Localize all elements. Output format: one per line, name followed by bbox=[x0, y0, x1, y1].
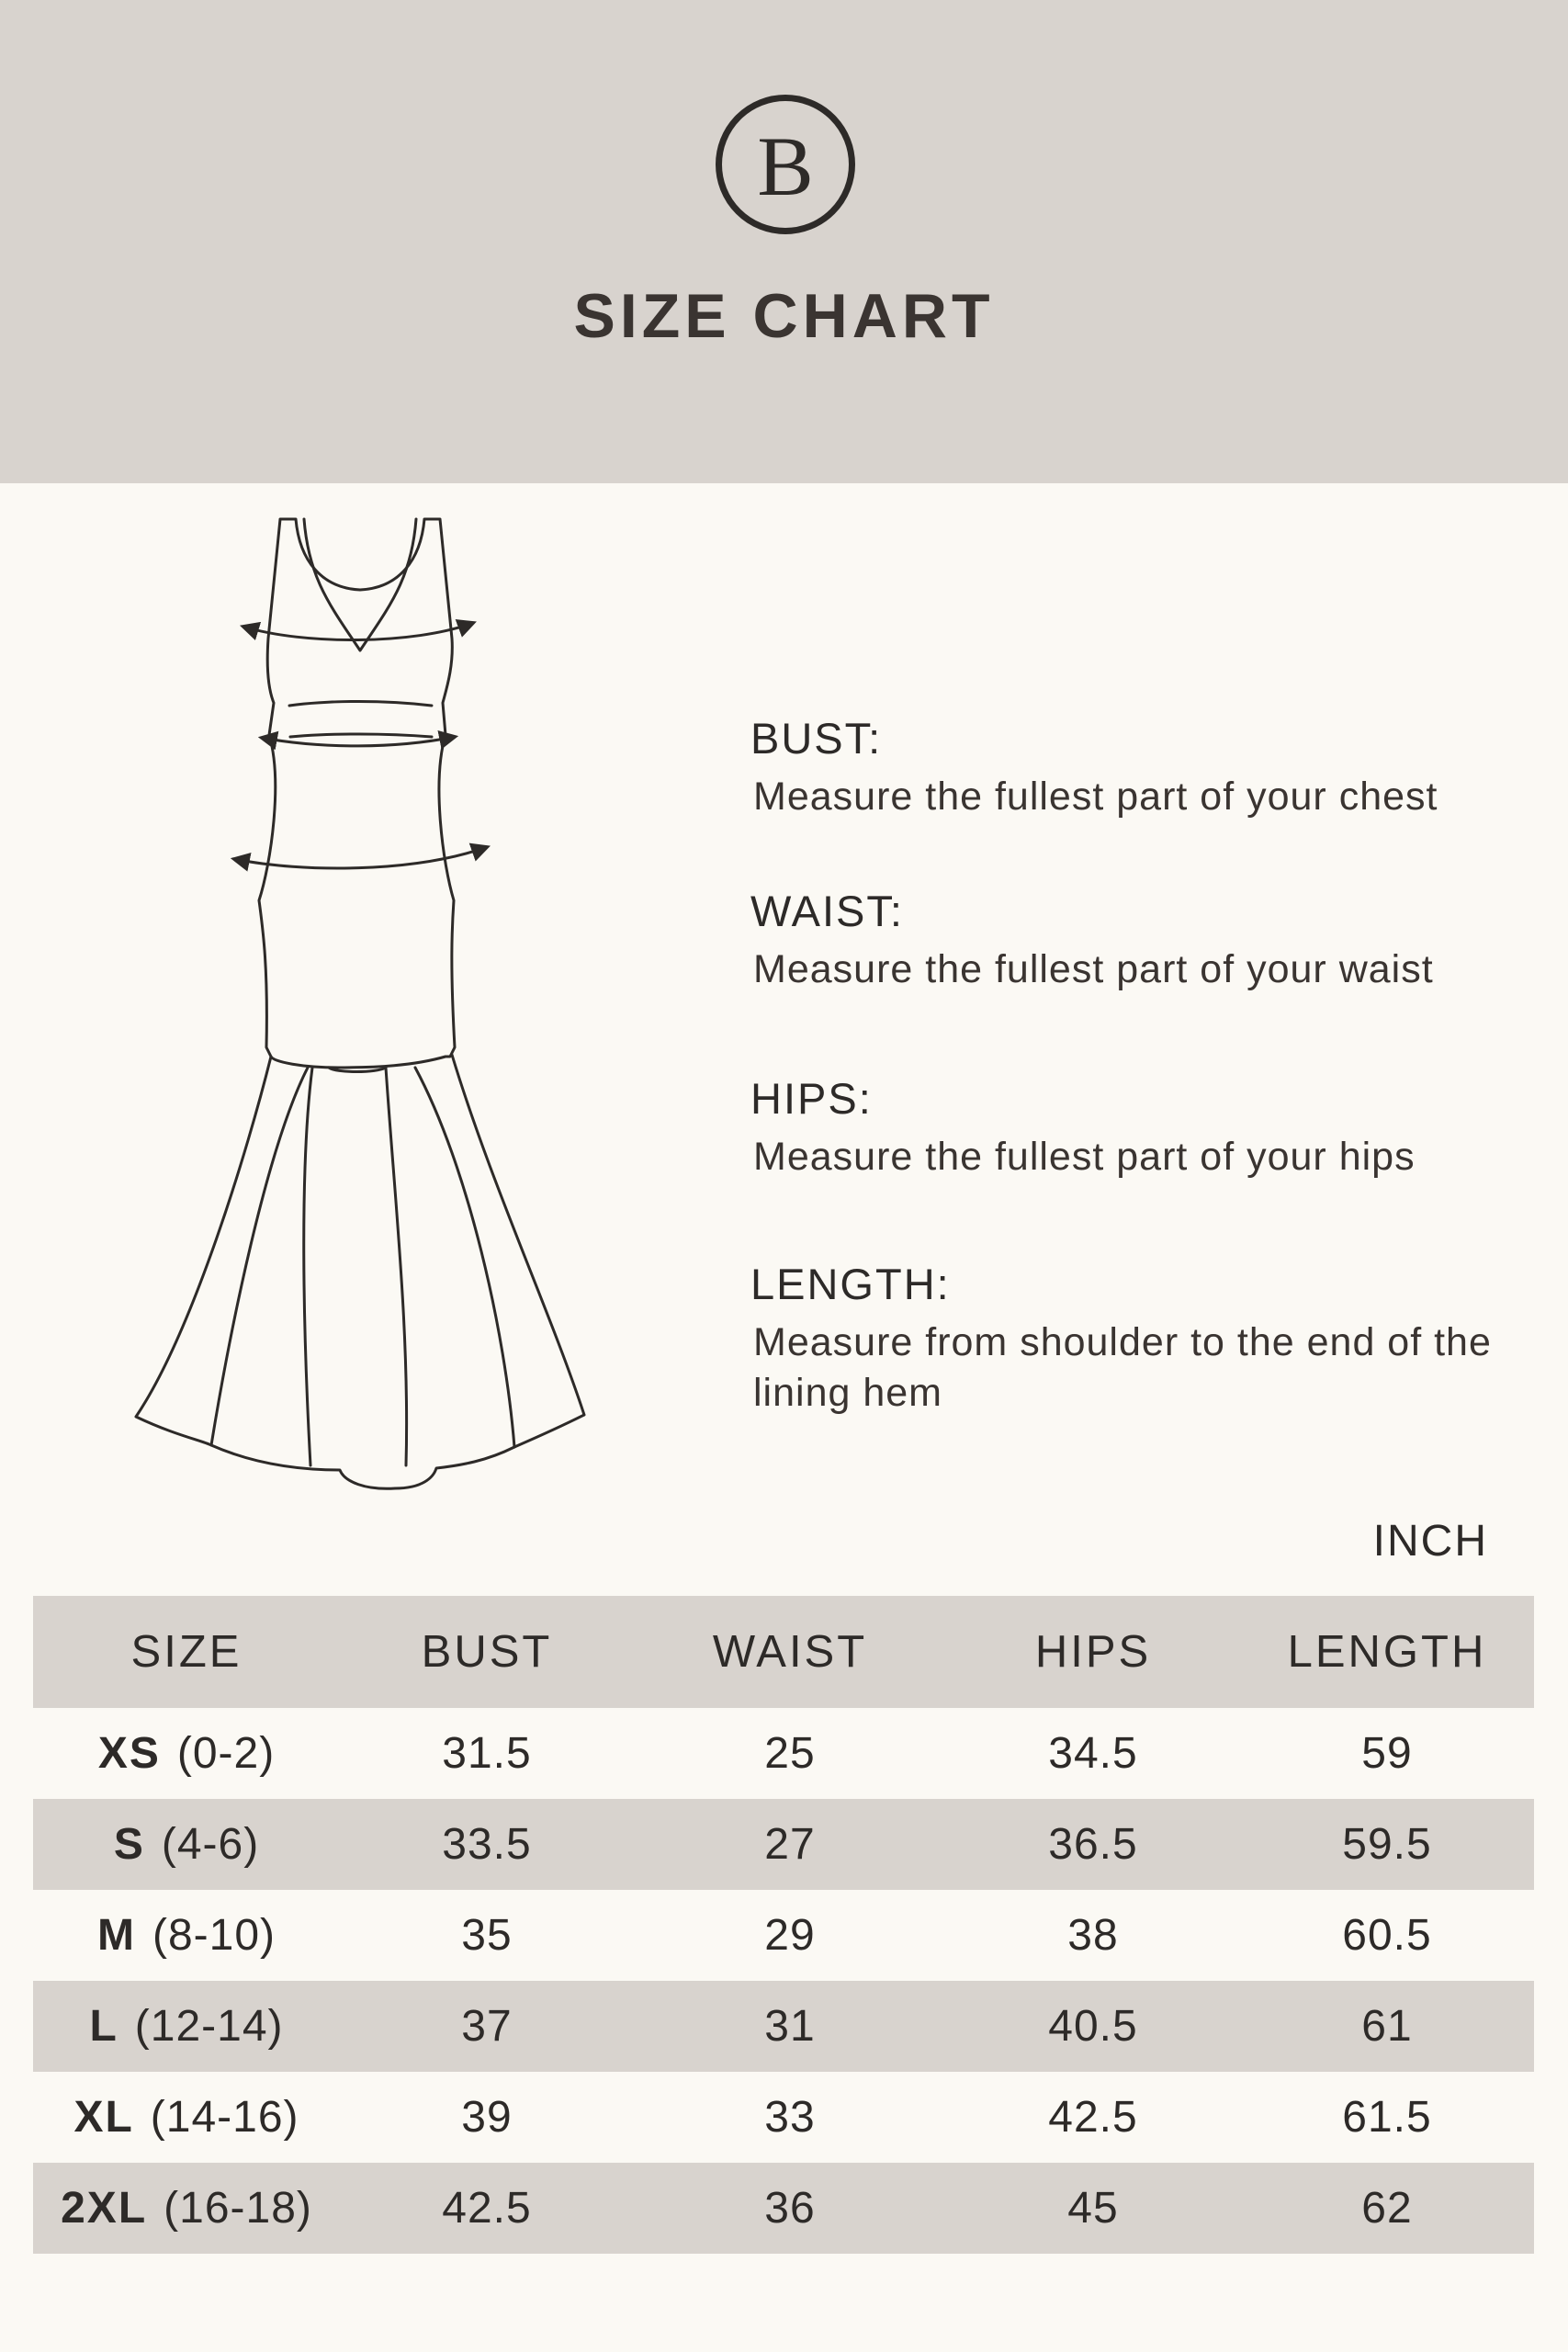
measure-waist bbox=[750, 888, 1540, 995]
size-range: (4-6) bbox=[161, 1820, 260, 1869]
bust-cell: 39 bbox=[461, 2093, 513, 2142]
header-bust: BUST bbox=[340, 1596, 634, 1708]
measure-hips-label: HIPS: bbox=[750, 1074, 873, 1123]
size-cell bbox=[33, 1708, 340, 1799]
header-size: SIZE bbox=[33, 1596, 340, 1708]
length-cell: 62 bbox=[1240, 2163, 1534, 2254]
size-code: M bbox=[96, 1911, 136, 1960]
dress-illustration bbox=[119, 505, 615, 1507]
waist-cell: 29 bbox=[764, 1911, 816, 1960]
measure-length bbox=[750, 1261, 1504, 1419]
page-title: SIZE CHART bbox=[573, 281, 995, 351]
table-header-row bbox=[33, 1596, 1534, 1708]
measure-bust bbox=[750, 715, 1540, 822]
hips-cell: 42.5 bbox=[1048, 2093, 1138, 2142]
table-row bbox=[33, 1799, 1534, 1890]
size-code: XL bbox=[73, 2093, 134, 2142]
hips-cell: 38 bbox=[1067, 1911, 1119, 1960]
table-row bbox=[33, 2163, 1534, 2254]
table-row bbox=[33, 1708, 1534, 1799]
size-cell bbox=[33, 2072, 340, 2163]
length-cell: 60.5 bbox=[1342, 1911, 1432, 1960]
length-cell: 61 bbox=[1240, 1981, 1534, 2072]
measure-bust-text: Measure the fullest part of your chest bbox=[753, 774, 1438, 819]
bust-cell: 42.5 bbox=[340, 2163, 634, 2254]
header-waist: WAIST bbox=[634, 1596, 946, 1708]
measure-length-label: LENGTH: bbox=[750, 1260, 951, 1308]
waist-cell: 36 bbox=[634, 2163, 946, 2254]
waist-cell: 25 bbox=[764, 1729, 816, 1778]
bust-cell: 35 bbox=[461, 1911, 513, 1960]
measure-waist-label: WAIST: bbox=[750, 887, 904, 935]
size-code: XS bbox=[97, 1729, 161, 1778]
size-code: L bbox=[89, 2002, 118, 2051]
measure-bust-label: BUST: bbox=[750, 714, 883, 763]
length-cell: 59.5 bbox=[1240, 1799, 1534, 1890]
size-code: 2XL bbox=[61, 2184, 148, 2233]
unit-label: INCH bbox=[1372, 1517, 1488, 1566]
brand-logo bbox=[716, 95, 855, 234]
size-cell bbox=[33, 1890, 340, 1981]
size-code: S bbox=[113, 1820, 145, 1869]
bust-cell: 31.5 bbox=[442, 1729, 532, 1778]
hips-cell: 36.5 bbox=[946, 1799, 1240, 1890]
header-band bbox=[0, 0, 1568, 483]
size-range: (12-14) bbox=[134, 2002, 284, 2051]
size-range: (8-10) bbox=[152, 1911, 276, 1960]
size-range: (14-16) bbox=[150, 2093, 299, 2142]
size-cell bbox=[33, 1799, 340, 1890]
size-table bbox=[33, 1596, 1534, 2254]
table-row bbox=[33, 2072, 1534, 2163]
measure-hips-text: Measure the fullest part of your hips bbox=[753, 1134, 1416, 1179]
length-cell: 61.5 bbox=[1342, 2093, 1432, 2142]
waist-cell: 27 bbox=[634, 1799, 946, 1890]
hips-cell: 34.5 bbox=[1048, 1729, 1138, 1778]
measure-waist-text: Measure the fullest part of your waist bbox=[753, 946, 1434, 991]
size-cell bbox=[33, 1981, 340, 2072]
waist-cell: 31 bbox=[634, 1981, 946, 2072]
measure-length-text: Measure from shoulder to the end of the lining hem bbox=[753, 1319, 1492, 1415]
header-hips: HIPS bbox=[946, 1596, 1240, 1708]
table-row bbox=[33, 1981, 1534, 2072]
logo-letter: B bbox=[757, 119, 814, 213]
length-cell: 59 bbox=[1361, 1729, 1413, 1778]
measure-hips bbox=[750, 1075, 1540, 1182]
header-length: LENGTH bbox=[1240, 1596, 1534, 1708]
table-row bbox=[33, 1890, 1534, 1981]
bust-cell: 37 bbox=[340, 1981, 634, 2072]
size-range: (0-2) bbox=[176, 1729, 276, 1778]
waist-cell: 33 bbox=[764, 2093, 816, 2142]
size-cell bbox=[33, 2163, 340, 2254]
bust-cell: 33.5 bbox=[340, 1799, 634, 1890]
hips-cell: 40.5 bbox=[946, 1981, 1240, 2072]
size-range: (16-18) bbox=[164, 2184, 312, 2233]
hips-cell: 45 bbox=[946, 2163, 1240, 2254]
